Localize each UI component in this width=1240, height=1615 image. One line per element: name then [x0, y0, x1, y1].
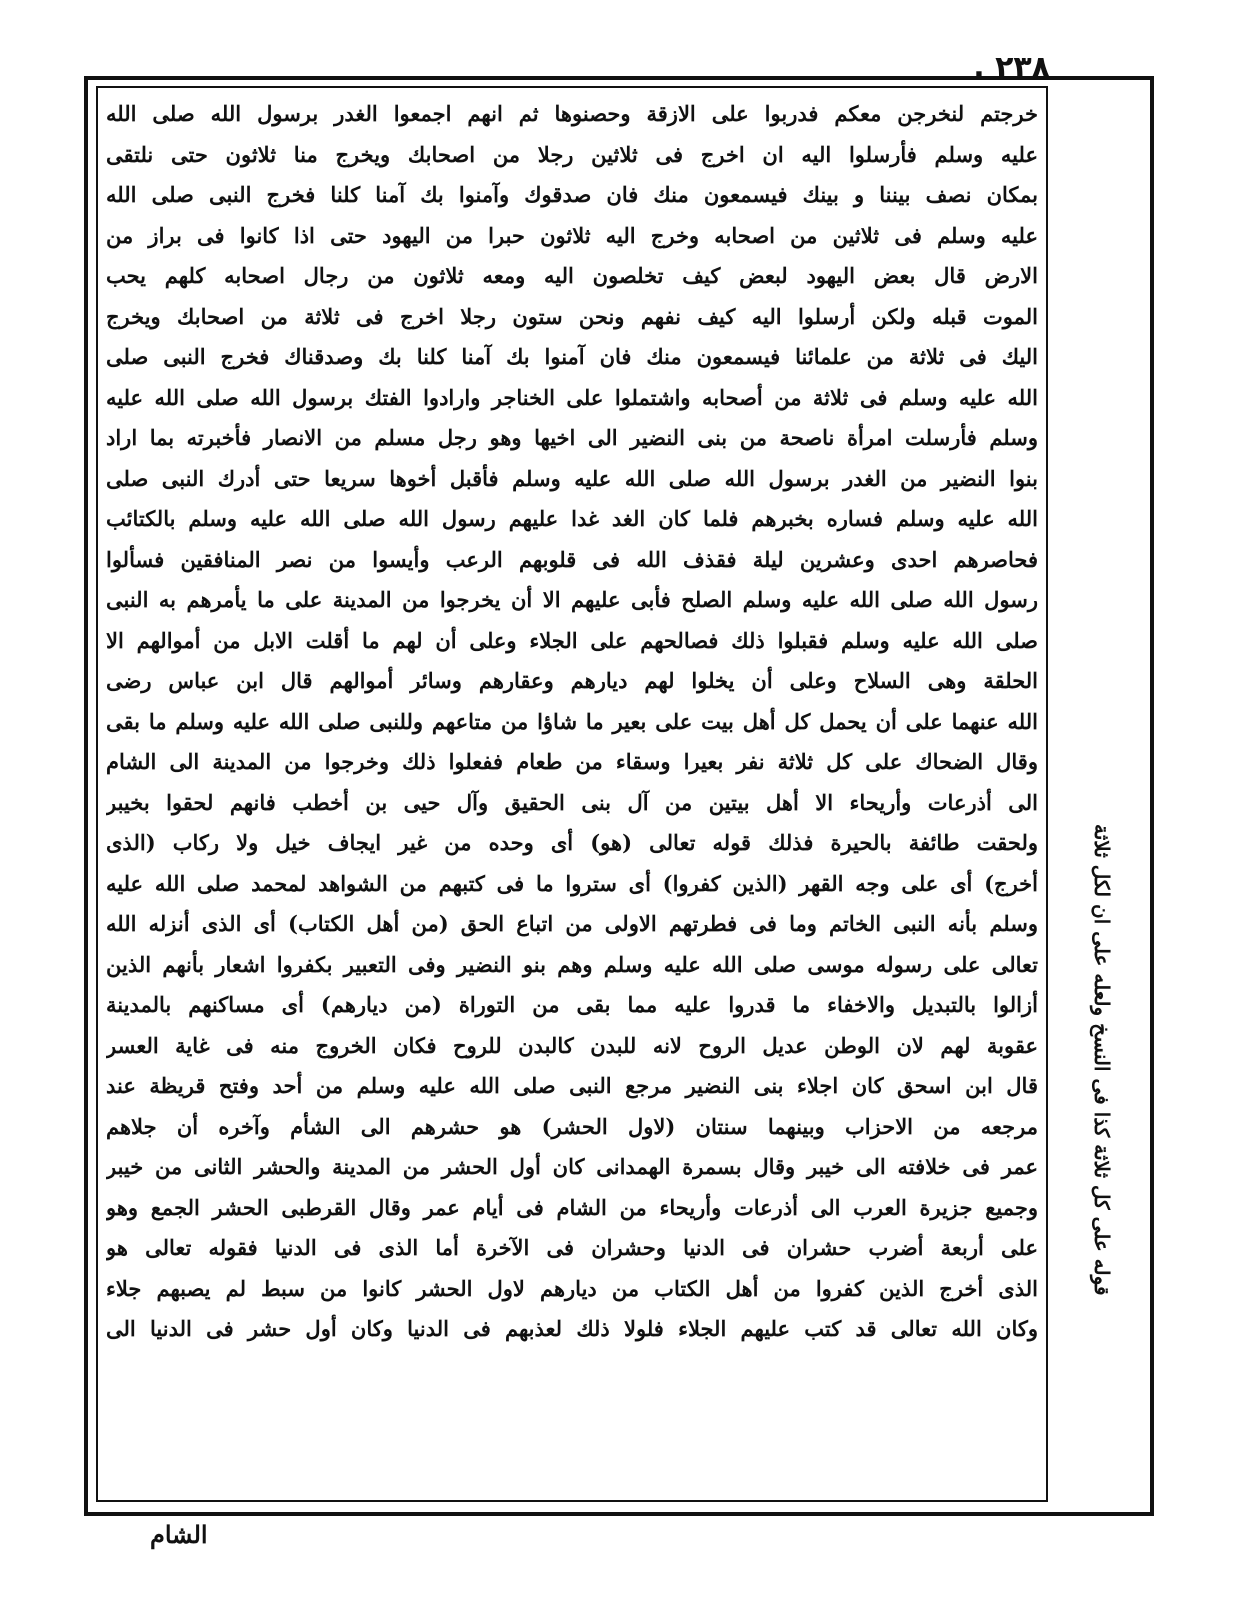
text-line: عليه وسلم فأرسلوا اليه ان اخرج فى ثلاثين رجلا من اصحابك ويخرج منا ثلاثون حتى نلتقى — [106, 141, 1038, 167]
text-line: الحلقة وهى السلاح وعلى أن يخلوا لهم ديارهم وعقارهم وسائر أموالهم قال ابن عباس رضى — [106, 668, 1038, 693]
text-line: الله عنهما على أن يحمل كل أهل بيت على بعير ما شاؤا من متاعهم وللنبى صلى الله عليه وسلم ما بقى — [106, 708, 1038, 734]
text-line: الله عليه وسلم فى ثلاثة من أصحابه واشتملوا على الخناجر وارادوا الفتك برسول الله صلى الله عليه — [106, 384, 1038, 410]
text-line: صلى الله عليه وسلم فقبلوا ذلك فصالحهم على الجلاء وعلى أن لهم ما أقلت الابل من أموالهم الا — [106, 627, 1038, 653]
catchword: الشام — [150, 1520, 208, 1549]
text-line: وسلم بأنه النبى الخاتم وما فى فطرتهم الاولى من اتباع الحق (من أهل الكتاب) أى الذى أنزله الله — [106, 911, 1038, 936]
text-line: عليه وسلم فى ثلاثين من اصحابه وخرج اليه ثلاثون حبرا من اليهود حتى اذا كانوا فى براز من — [106, 222, 1038, 248]
page-number: . ٢٣٨ — [973, 50, 1050, 85]
text-line: رسول الله صلى الله عليه وسلم الصلح فأبى عليهم الا أن يخرجوا من المدينة على ما يأمرهم به النبى — [106, 587, 1038, 612]
text-line: عمر فى خلافته الى خيبر وقال بسمرة الهمدانى كان أول الحشر من المدينة والحشر الثانى من خيبر — [106, 1154, 1038, 1179]
text-line: قال ابن اسحق كان اجلاء بنى النضير مرجع النبى صلى الله عليه وسلم من أحد وفتح قريظة عند — [106, 1073, 1038, 1098]
body-text — [106, 94, 1038, 1494]
margin-note-text: قوله على كل ثلاثة كذا فى النسخ ولعله على ان لكل ثلاثة — [1090, 824, 1114, 1296]
text-line: وقال الضحاك على كل ثلاثة نفر بعيرا وسقاء من طعام ففعلوا ذلك وخرجوا من المدينة الى الشام — [106, 749, 1038, 774]
text-line: بنوا النضير من الغدر برسول الله صلى الله عليه وسلم فأقبل أخوها سريعا حتى أدرك النبى صلى — [106, 465, 1038, 491]
text-line: فحاصرهم احدى وعشرين ليلة فقذف الله فى قلوبهم الرعب وأيسوا من نصر المنافقين فسألوا — [106, 546, 1038, 572]
text-line: ولحقت طائفة بالحيرة فذلك قوله تعالى (هو) أى وحده من غير ايجاف خيل ولا ركاب (الذى — [106, 830, 1038, 855]
text-line: وجميع جزيرة العرب الى أذرعات وأريحاء من الشام فى أيام عمر وقال القرطبى الحشر الجمع وهو — [106, 1194, 1038, 1220]
text-line: اليك فى ثلاثة من علمائنا فيسمعون منك فان آمنوا بك آمنا كلنا بك وصدقناك فخرج النبى صلى — [106, 344, 1038, 369]
text-line: وسلم فأرسلت امرأة ناصحة من بنى النضير الى اخيها وهو رجل مسلم من الانصار فأخبرته بما اراد — [106, 425, 1038, 450]
text-line: تعالى على رسوله موسى صلى الله عليه وسلم وهم بنو النضير وفى التعبير بكفروا اشعار بأنهم الذين — [106, 951, 1038, 977]
text-line: خرجتم لنخرجن معكم فدربوا على الازقة وحصنوها ثم انهم اجمعوا الغدر برسول الله صلى الله — [106, 101, 1038, 126]
text-line: الموت قبله ولكن أرسلوا اليه كيف نفهم ونحن ستون رجلا اخرج فى ثلاثة من اصحابك ويخرج — [106, 303, 1038, 329]
text-line: الى أذرعات وأريحاء الا أهل بيتين من آل بنى الحقيق وآل حيى بن أخطب فانهم لحقوا بخيبر — [106, 789, 1038, 815]
text-line: أزالوا بالتبديل والاخفاء ما قدروا عليه مما بقى من التوراة (من ديارهم) أى مساكنهم بالمدينة — [106, 992, 1038, 1017]
margin-note — [1052, 780, 1152, 1340]
text-line: الارض قال بعض اليهود لبعض كيف تخلصون اليه ومعه ثلاثون من رجال اصحابه كلهم يحب — [106, 263, 1038, 288]
text-line: أخرج) أى على وجه القهر (الذين كفروا) أى ستروا ما فى كتبهم من الشواهد لمحمد صلى الله عليه — [106, 870, 1038, 896]
text-line: الله عليه وسلم فساره بخبرهم فلما كان الغد غدا عليهم رسول الله صلى الله عليه وسلم بالكتائب — [106, 506, 1038, 531]
text-line: بمكان نصف بيننا و بينك فيسمعون منك فان صدقوك وآمنوا بك آمنا كلنا فخرج النبى صلى الله — [106, 182, 1038, 207]
text-line: وكان الله تعالى قد كتب عليهم الجلاء فلولا ذلك لعذبهم فى الدنيا وكان أول حشر فى الدنيا الى — [106, 1316, 1038, 1341]
text-line: الذى أخرج الذين كفروا من أهل الكتاب من ديارهم لاول الحشر كانوا من سبط لم يصبهم جلاء — [106, 1275, 1038, 1301]
text-line: مرجعه من الاحزاب وبينهما سنتان (لاول الحشر) هو حشرهم الى الشأم وآخره أن جلاهم — [106, 1113, 1038, 1139]
text-line: عقوبة لهم لان الوطن عديل الروح لانه للبدن كالبدن للروح فكان الخروج منه فى غاية العسر — [106, 1032, 1038, 1058]
text-line: على أربعة أضرب حشران فى الدنيا وحشران فى الآخرة أما الذى فى الدنيا فقوله تعالى هو — [106, 1235, 1038, 1260]
